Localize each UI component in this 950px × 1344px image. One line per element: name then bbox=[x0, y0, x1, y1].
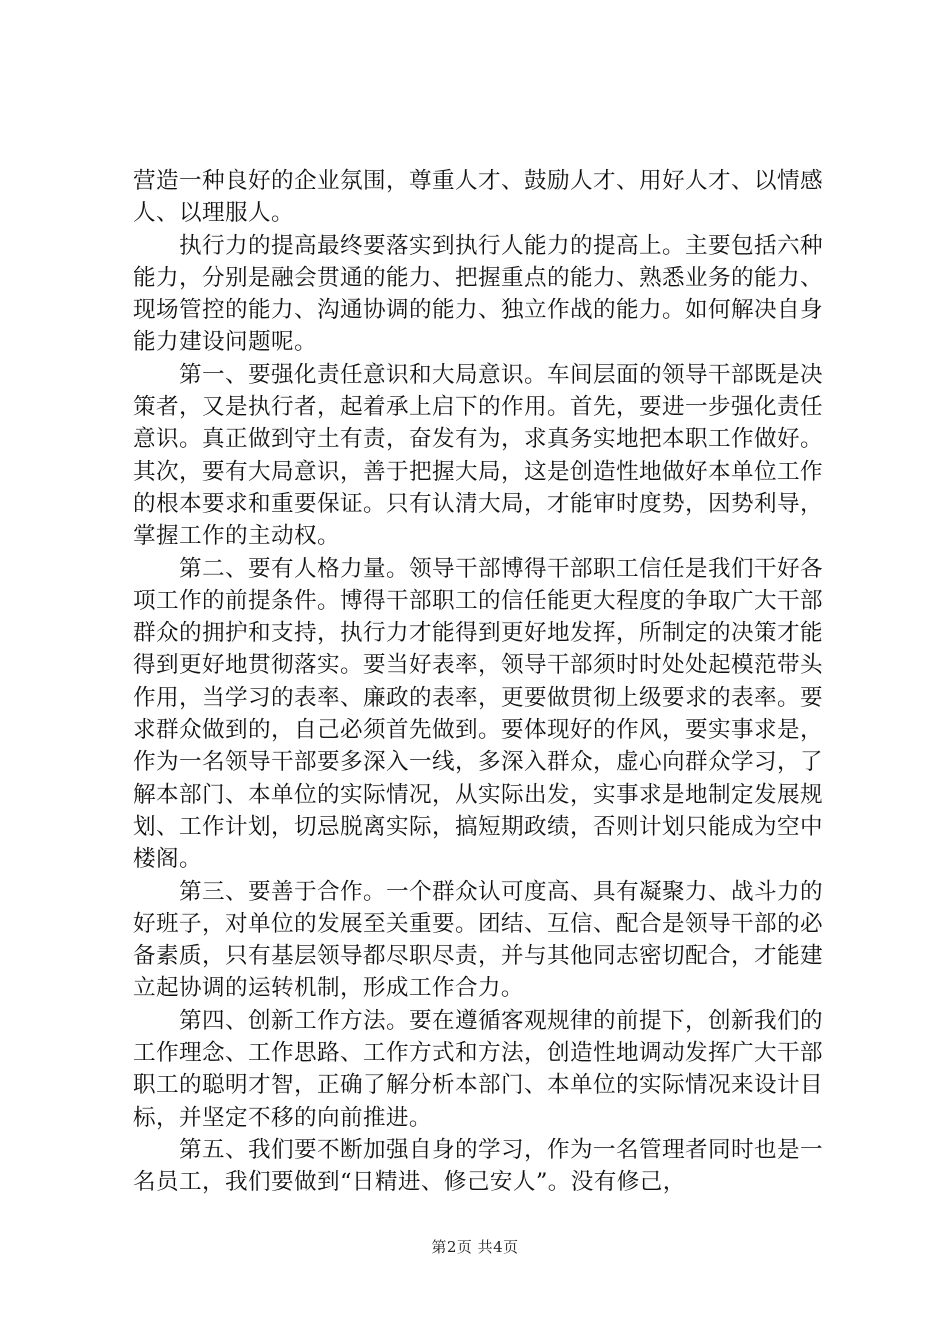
paragraph-3: 第一、要强化责任意识和大局意识。车间层面的领导干部既是决策者，又是执行者，起着承上启下的作用。首先，要进一步强化责任意识。真正做到守土有责，奋发有为，求真务实地把本职工作做好。其次，要有大局意识，善于把握大局，这是创造性地做好本单位工作的根本要求和重要保证。只有认清大局，才能审时度势，因势利导，掌握工作的主动权。 bbox=[133, 361, 823, 550]
paragraph-2: 执行力的提高最终要落实到执行人能力的提高上。主要包括六种能力，分别是融会贯通的能力、把握重点的能力、熟悉业务的能力、现场管控的能力、沟通协调的能力、独立作战的能力。如何解决自身能力建设问题呢。 bbox=[133, 232, 823, 356]
paragraph-6: 第四、创新工作方法。要在遵循客观规律的前提下，创新我们的工作理念、工作思路、工作方式和方法，创造性地调动发挥广大干部职工的聪明才智，正确了解分析本部门、本单位的实际情况来设计目标，并坚定不移的向前推进。 bbox=[133, 1007, 823, 1131]
paragraph-7: 第五、我们要不断加强自身的学习，作为一名管理者同时也是一名员工，我们要做到“日精进、修己安人”。没有修己， bbox=[133, 1136, 823, 1196]
paragraph-5: 第三、要善于合作。一个群众认可度高、具有凝聚力、战斗力的好班子，对单位的发展至关重要。团结、互信、配合是领导干部的必备素质，只有基层领导都尽职尽责，并与其他同志密切配合，才能建立起协调的运转机制，形成工作合力。 bbox=[133, 878, 823, 1002]
paragraph-4: 第二、要有人格力量。领导干部博得干部职工信任是我们干好各项工作的前提条件。博得干部职工的信任能更大程度的争取广大干部群众的拥护和支持，执行力才能得到更好地发挥，所制定的决策才能得到更好地贯彻落实。要当好表率，领导干部须时时处处起模范带头作用，当学习的表率、廉政的表率，更要做贯彻上级要求的表率。要求群众做到的，自己必须首先做到。要体现好的作风，要实事求是，作为一名领导干部要多深入一线，多深入群众，虚心向群众学习，了解本部门、本单位的实际情况，从实际出发，实事求是地制定发展规划、工作计划，切忌脱离实际，搞短期政绩，否则计划只能成为空中楼阁。 bbox=[133, 555, 823, 873]
page-footer: 第2页 共4页 bbox=[431, 1238, 519, 1256]
document-body bbox=[133, 165, 823, 1199]
paragraph-1: 营造一种良好的企业氛围，尊重人才、鼓励人才、用好人才、以情感人、以理服人。 bbox=[133, 168, 823, 227]
